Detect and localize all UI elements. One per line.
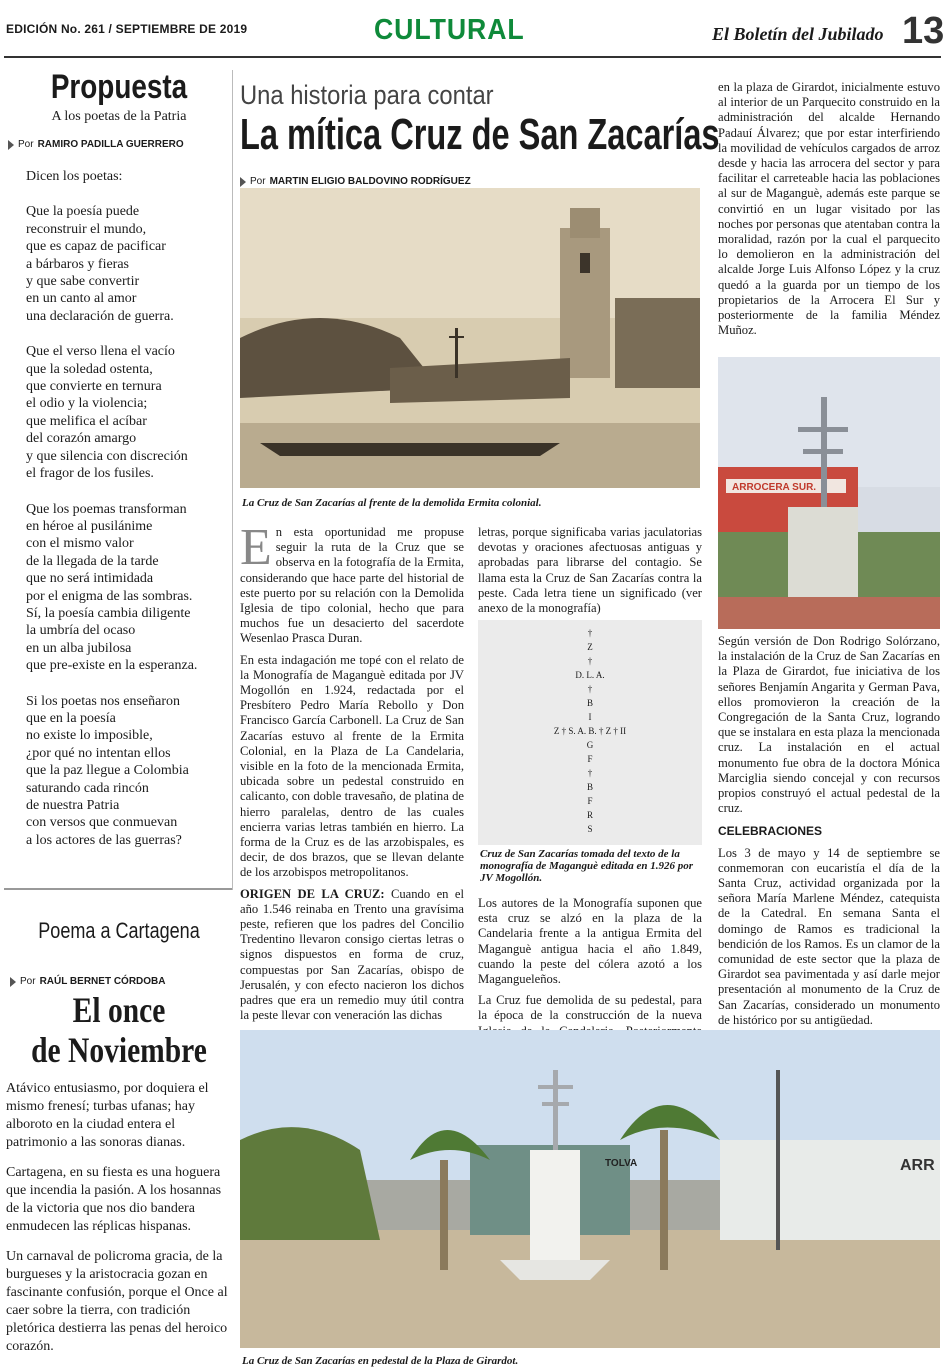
monograph-letter-line: †: [587, 628, 593, 638]
poem2-stanza: Atávico entusiasmo, por doquiera el mismo frenesí; turbas ufanas; hay alboroto en la ciudad entera el patrimonio a las sonoras dianas.: [6, 1081, 209, 1150]
article-paragraph: Los 3 de mayo y 14 de septiembre se conmemoran con eucaristía el día de la Santa Cruz, actividad organizada por la señora María Marlene Méndez, catequista de la Catedral. En semana Santa el domingo de Ramos es tradicional la bendición de los Ramos. Es un clamor de la comunidad de este sector que la plaza de Girardot sea pavimentada y así darle mejor presentación al monumento de la Cruz de San Zacarías, considerado un monumento de histórico por su antigüedad.: [718, 845, 940, 1027]
monograph-letter-line: Z: [587, 642, 593, 652]
newspaper-name: El Boletín del Jubilado: [712, 24, 884, 44]
monograph-letter-line: S: [587, 824, 593, 834]
monograph-letter-line: †: [587, 684, 593, 694]
monograph-letter-line: Z † S. A. B. † Z † II: [553, 726, 627, 736]
poem2-byline: [10, 976, 166, 987]
subheading: ORIGEN DE LA CRUZ:: [240, 886, 385, 901]
monograph-letter-line: I: [588, 712, 592, 722]
article-column-1: [240, 519, 464, 1030]
poem-stanza: Que los poemas transforman en héroe al pusilánime con el mismo valor de la llegada de la tarde que no será intimidada por el enigma de las sombras. Sí, la poesía cambia diligente la umbría del ocaso en un alba jubilosa que pre-existe en la esperanza.: [26, 501, 198, 674]
article-byline: [240, 176, 471, 187]
section-divider: [4, 888, 232, 890]
article-title: La mítica Cruz de San Zacarías: [240, 110, 720, 159]
byline-triangle-icon: [8, 140, 14, 150]
poem2-title-line: de Noviembre: [31, 1030, 207, 1070]
paragraph-text: Cuando en el año 1.546 reinaba en Trento una gravísima peste, refieren que los padres del Concilio Tredentino llevaron consigo ciertas letras o signos dispuestos en forma de cruz, compuestas por San Zacarías, obispo de Jerusalén, y con efecto nacieron los dichos padres que era un remedio muy útil contra la peste llevar con veneración las dichas: [240, 886, 464, 1023]
article-column-3-bottom: [718, 634, 940, 1034]
arrocera-sign: ARROCERA SUR.: [732, 482, 817, 493]
article-column-3-top: en la plaza de Girardot, inicialmente estuvo al interior de un Parquecito construido en la administración del alcalde Hernando Padauí Álvarez; que por estar interfiriendo la movilidad de vehículos cargados de arroz desde y hacia las arrocera del sector y para facilitar el carreteable hacia las poblaciones al sur de Maganguè, además este parque se convirtió en un lugar visitado por las noches por personas que atentaban contra la moralidad, razón por la cual el parquecito lo demolieron en la administración del alcalde Jorge Luis Alfonso López y la cruz quedó a la guarda por un tiempo de los propietarios de la Arrocera El Sur y posteriormente de la familia Méndez Muñoz.: [718, 80, 940, 338]
poem2-body: [6, 1080, 232, 1368]
arr-sign: ARR: [900, 1157, 935, 1174]
poem-stanza: Que la poesía puede reconstruir el mundo, que es capaz de pacificar a bárbaros y fieras y que sabe convertir en un canto al amor una declaración de guerra.: [26, 204, 174, 324]
poem-kicker: Propuesta: [50, 68, 188, 106]
monograph-letter-line: R: [586, 810, 593, 820]
tolva-sign: TOLVA: [605, 1158, 638, 1169]
byline-prefix: Por: [20, 976, 36, 987]
plaza-photo-drawing: [240, 1030, 940, 1348]
poem-subtitle: A los poetas de la Patria: [51, 109, 187, 124]
monograph-cross-image: [478, 620, 702, 845]
monograph-letter-line: B: [586, 782, 593, 792]
article-paragraph: [240, 887, 464, 1024]
poem-propuesta: [8, 68, 230, 867]
article-paragraph: Los autores de la Monografía suponen que esta cruz se alzó en la plaza de la Candelaria frente a la antigua Ermita del Maganguè antigua hacia el año 1.849, cuando la peste del cólera azotó a los Magangueleños.: [478, 896, 702, 987]
poem-stanza: Dicen los poetas:: [26, 169, 123, 184]
cross-monument-drawing: [718, 357, 940, 629]
article-kicker: Una historia para contar: [240, 80, 494, 110]
byline-triangle-icon: [10, 977, 16, 987]
byline-author: MARTIN ELIGIO BALDOVINO RODRÍGUEZ: [269, 176, 471, 187]
poem-byline: [8, 139, 230, 150]
poem2-kicker: Poema a Cartagena: [38, 918, 200, 943]
header-rule: [4, 56, 941, 58]
poem-body: [26, 168, 230, 849]
monograph-letters: [478, 620, 702, 836]
byline-author: RAÚL BERNET CÓRDOBA: [39, 976, 166, 987]
page-number: 13: [902, 10, 945, 52]
celebrations-heading: CELEBRACIONES: [718, 824, 823, 839]
monograph-letter-line: D. L. A.: [575, 670, 605, 680]
monograph-caption: Cruz de San Zacarías tomada del texto de la monografía de Maganguè editada en 1.926 por JV Mogollón.: [480, 848, 693, 884]
byline-triangle-icon: [240, 177, 246, 187]
cross-monument-photo: [718, 357, 940, 629]
plaza-photo-caption: La Cruz de San Zacarías en pedestal de la Plaza de Girardot.: [242, 1355, 519, 1367]
column-divider: [232, 70, 233, 890]
article-paragraph: Según versión de Don Rodrigo Solórzano, la instalación de la Cruz de San Zacarías en la Plaza de Girardot, fue iniciativa de los señores Benjamín Angarita y German Pava, ellos promovieron la creación de la Congregación de la Santa Cruz, logrando que se instalara en esta plaza la mencionada cruz. La instalación en el actual monumento fue obra de la doctora Mónica Marciglia siendo concejal y con recursos propios construyó el actual pedestal de la cruz.: [718, 634, 940, 816]
edition-info: EDICIÓN No. 261 / SEPTIEMBRE DE 2019: [6, 22, 248, 36]
section-title: CULTURAL: [374, 14, 525, 46]
poem2-stanza: Cartagena, en su fiesta es una hoguera que incendia la pasión. A los hosannas de la victoria que nos dio bandera enmudecen las réplicas hispanas.: [6, 1165, 222, 1234]
plaza-girardot-photo: [240, 1030, 940, 1348]
ermita-photo: [240, 188, 700, 488]
monograph-letter-line: F: [587, 754, 593, 764]
poem-stanza: Si los poetas nos enseñaron que en la poesía no existe lo imposible, ¿por qué no intentan ellos que la paz llegue a Colombia saturando cada rincón de nuestra Patria con versos que conmuevan a los actores de las guerras?: [26, 693, 189, 848]
ermita-photo-drawing: [240, 188, 700, 488]
byline-prefix: Por: [18, 139, 34, 150]
photo-caption: La Cruz de San Zacarías al frente de la demolida Ermita colonial.: [242, 497, 542, 509]
monograph-letter-line: B: [586, 698, 593, 708]
paragraph-text: n esta oportunidad me propuse seguir la ruta de la Cruz que se observa en la fotografía de la Ermita, considerando que hace parte del historial de este puerto por su relación con la Demolida Iglesia de tipo colonial, hecho que para muchos fue un desacierto del sacerdote Wesenlao Prasca Duran.: [240, 525, 464, 646]
poem2-stanza: Un carnaval de policroma gracia, de la burgueses y la aristocracia gozan en fascinante confusión, porque el Once al caer sobre la tierra, con tradición pletórica destierra las penas del heroico corazón.: [6, 1249, 228, 1354]
poem2-title-line: El once: [72, 990, 166, 1030]
byline-prefix: Por: [250, 176, 266, 187]
byline-author: RAMIRO PADILLA GUERRERO: [37, 139, 184, 150]
monograph-letter-line: †: [587, 768, 593, 778]
poem2-title: [28, 990, 210, 1070]
monograph-letter-line: G: [586, 740, 594, 750]
article-paragraph: En esta indagación me topé con el relato de la Monografía de Maganguè editada por JV Mogollón en 1.924, redactada por el Presbítero Pedro María Rebollo y Don Francisco García Carbonell. La Cruz de San Zacarías estuvo al frente de la Ermita Colonial, en la Plaza de La Candelaria, visible en la foto de la mencionada Ermita, ubicada sobre un pedestal construido en calicanto, con doble travesaño, de platina de hierro paralelas, dentro de las cuales encierra varias letras también en hierro. La forma de la Cruz es de las arzobispales, es decir, de dos brazos, que se llevan delante de los arzobispos metropolitanos.: [240, 652, 464, 880]
article-paragraph: [240, 519, 464, 647]
article-paragraph: La Cruz fue demolida de su pedestal, para la época de la construcción de la nueva: [478, 993, 702, 1023]
monograph-letter-line: F: [587, 796, 593, 806]
poem-stanza: Que el verso llena el vacío que la soledad ostenta, que convierte en ternura el odio y la violencia; que melifica el acíbar del corazón amargo y que silencia con discreción el fragor de los fusiles.: [26, 344, 188, 482]
drop-cap: E: [240, 519, 272, 576]
article-column-2-top: letras, porque significaba varias jaculatorias devotas y oraciones afectuosas antiguas y aprobadas para librarse del contagio. Se llama esta la Cruz de San Zacarías contra la peste. Cada letra tiene un significado (ver anexo de la monografía): [478, 525, 702, 616]
monograph-letter-line: †: [587, 656, 593, 666]
